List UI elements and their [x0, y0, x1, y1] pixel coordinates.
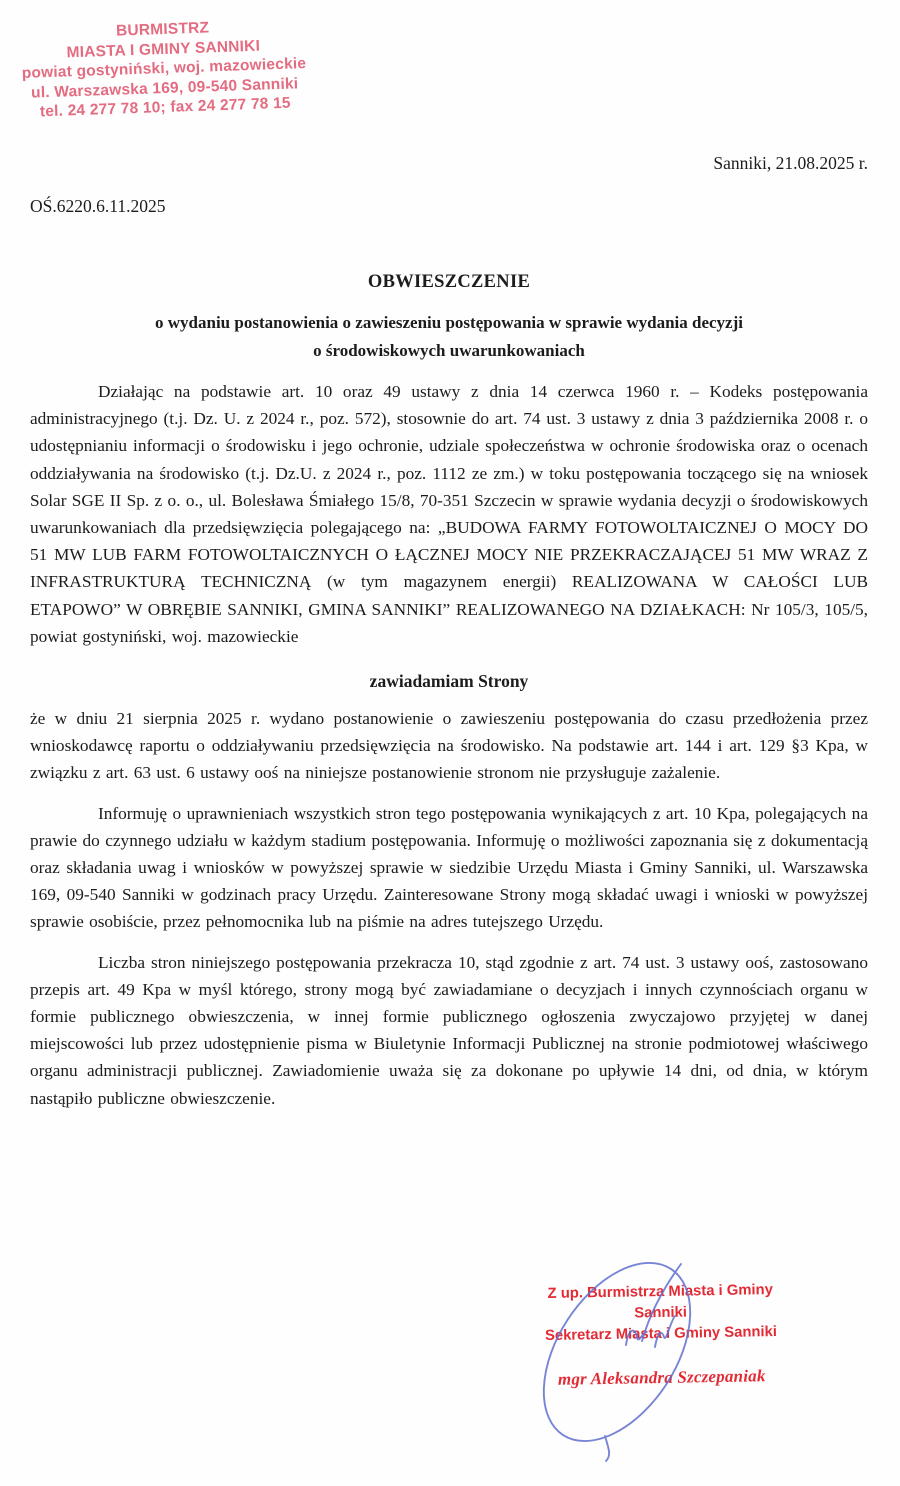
reference-number: OŚ.6220.6.11.2025	[30, 196, 166, 216]
signature-authorization-line: Z up. Burmistrza Miasta i Gminy Sanniki	[547, 1282, 774, 1322]
section-heading-notify-parties: zawiadamiam Strony	[369, 671, 529, 692]
document-body	[30, 270, 868, 1112]
paragraph-legal-basis: Działając na podstawie art. 10 oraz 49 ustawy z dnia 14 czerwca 1960 r. – Kodeks postępowania administracyjnego (t.j. Dz. U. z 2024 r., poz. 572), stosownie do art. 74 ust. 3 ustawy z dnia 3 października 2008 r. o udostępnianiu informacji o środowisku i jego ochronie, udziale społeczeństwa w ochronie środowiska oraz o ocenach oddziaływania na środowisko (t.j. Dz.U. z 2024 r., poz. 1112 ze zm.) w toku postępowania toczącego się na wniosek Solar SGE II Sp. z o. o., ul. Bolesława Śmiałego 15/8, 70-351 Szczecin w sprawie wydania decyzji o środowiskowych uwarunkowaniach dla przedsięwzięcia polegającego na: „BUDOWA FARMY FOTOWOLTAICZNEJ O MOCY DO 51 MW LUB FARM FOTOWOLTAICZNYCH O ŁĄCZNEJ MOCY NIE PRZEKRACZAJĄCEJ 51 MW WRAZ Z INFRASTRUKTURĄ TECHNICZNĄ (w tym magazynem energii) REALIZOWANA W CAŁOŚCI LUB ETAPOWO” W OBRĘBIE SANNIKI, GMINA SANNIKI” REALIZOWANEGO NA DZIAŁKACH: Nr 105/3, 105/5, powiat gostyniński, woj. mazowieckie	[30, 382, 868, 646]
signature-position-line: Sekretarz Miasta i Gminy Sanniki	[544, 1323, 778, 1345]
paragraph-public-announcement-rule: Liczba stron niniejszego postępowania przekracza 10, stąd zgodnie z art. 74 ust. 3 ustawy ooś, zastosowano przepis art. 49 Kpa w myśl którego, strony mogą być zawiadamiane o decyzjach i innych czynnościach organu w formie publicznego obwieszczenia, w innej formie publicznego ogłoszenia zwyczajowo przyjętej w danej miejscowości lub przez udostępnienie pisma w Biuletynie Informacji Publicznej na stronie podmiotowej właściwego organu administracji publicznej. Zawiadomienie uważa się za dokonane po upływie 14 dni, od dnia, w którym nastąpiło publiczne obwieszczenie.	[30, 952, 868, 1108]
subtitle-line-1: o wydaniu postanowienia o zawieszeniu postępowania w sprawie wydania decyzji	[155, 313, 743, 332]
stamp-line-municipality: MIASTA I GMINY SANNIKI	[66, 37, 261, 61]
paragraph-suspension-notice: że w dniu 21 sierpnia 2025 r. wydano postanowienie o zawieszeniu postępowania do czasu przedłożenia przez wnioskodawcę raportu o oddziaływaniu przedsięwzięcia na środowisko. Na podstawie art. 144 i art. 129 §3 Kpa, w związku z art. 63 ust. 6 ustawy ooś na niniejsze postanowienie stronom nie przysługuje zażalenie.	[30, 709, 868, 783]
place-and-date: Sanniki, 21.08.2025 r.	[713, 153, 868, 173]
signatory-name: mgr Aleksandra Szczepaniak	[557, 1366, 766, 1389]
document-title: OBWIESZCZENIE	[367, 272, 531, 292]
stamp-line-authority: BURMISTRZ	[115, 19, 210, 40]
stamp-line-phone: tel. 24 277 78 10; fax 24 277 78 15	[39, 94, 292, 121]
stamp-line-district: powiat gostyniński, woj. mazowieckie	[21, 55, 307, 82]
stamp-line-address: ul. Warszawska 169, 09-540 Sanniki	[30, 74, 299, 102]
subtitle-line-2: o środowiskowych uwarunkowaniach	[313, 341, 585, 360]
office-header-stamp	[10, 15, 317, 123]
paragraph-parties-rights: Informuję o uprawnieniach wszystkich stron tego postępowania wynikających z art. 10 Kpa, polegających na prawie do czynnego udziału w każdym stadium postępowania. Informuję o możliwości zapoznania się z dokumentacją oraz składania uwag i wniosków w powyższej sprawie w siedzibie Urzędu Miasta i Gminy Sanniki, ul. Warszawska 169, 09-540 Sanniki w godzinach pracy Urzędu. Zainteresowane Strony mogą składać uwagi i wnioski w powyższej sprawie osobiście, przez pełnomocnika lub na piśmie na adres tutejszego Urzędu.	[30, 803, 868, 932]
signature-stamp-block	[525, 1280, 797, 1391]
document-subtitle	[30, 309, 868, 365]
